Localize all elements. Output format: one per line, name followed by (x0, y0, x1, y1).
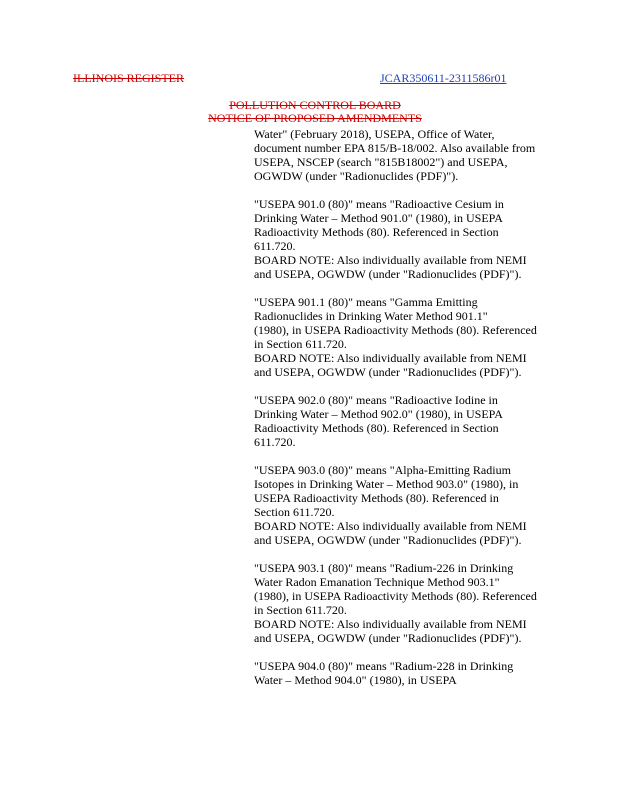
text-line: and USEPA, OGWDW (under "Radionuclides (PDF)"). (254, 267, 522, 281)
definition-paragraph (254, 393, 584, 449)
text-line: document number EPA 815/B-18/002. Also available from (254, 141, 536, 155)
text-line: BOARD NOTE: Also individually available from NEMI (254, 351, 527, 365)
text-line: Radioactivity Methods (80). Referenced in Section (254, 225, 499, 239)
definition-paragraph (254, 197, 584, 281)
definition-paragraph (254, 295, 584, 379)
text-line: (1980), in USEPA Radioactivity Methods (80). Referenced (254, 323, 537, 337)
text-line: "USEPA 901.1 (80)" means "Gamma Emitting (254, 295, 478, 309)
text-line: in Section 611.720. (254, 603, 347, 617)
document-body (254, 127, 584, 701)
text-line: BOARD NOTE: Also individually available from NEMI (254, 519, 527, 533)
text-line: Isotopes in Drinking Water – Method 903.0" (1980), in (254, 477, 519, 491)
section-title-notice: NOTICE OF PROPOSED AMENDMENTS (208, 111, 422, 125)
text-line: Section 611.720. (254, 505, 335, 519)
text-line: Radionuclides in Drinking Water Method 901.1" (254, 309, 488, 323)
text-line: "USEPA 903.0 (80)" means "Alpha-Emitting Radium (254, 463, 511, 477)
text-line: "USEPA 903.1 (80)" means "Radium-226 in Drinking (254, 561, 514, 575)
definition-paragraph (254, 127, 584, 183)
text-line: USEPA, NSCEP (search "815B18002") and USEPA, (254, 155, 508, 169)
text-line: Radioactivity Methods (80). Referenced in Section (254, 421, 499, 435)
text-line: Drinking Water – Method 902.0" (1980), in USEPA (254, 407, 503, 421)
text-line: Water Radon Emanation Technique Method 903.1" (254, 575, 500, 589)
text-line: USEPA Radioactivity Methods (80). Referenced in (254, 491, 499, 505)
text-line: 611.720. (254, 435, 296, 449)
text-line: BOARD NOTE: Also individually available from NEMI (254, 617, 527, 631)
text-line: 611.720. (254, 239, 296, 253)
definition-paragraph (254, 561, 584, 645)
text-line: Water" (February 2018), USEPA, Office of Water, (254, 127, 495, 141)
text-line: BOARD NOTE: Also individually available from NEMI (254, 253, 527, 267)
text-line: Drinking Water – Method 901.0" (1980), in USEPA (254, 211, 503, 225)
section-title-board: POLLUTION CONTROL BOARD (229, 98, 401, 112)
text-line: OGWDW (under "Radionuclides (PDF)"). (254, 169, 459, 183)
text-line: (1980), in USEPA Radioactivity Methods (80). Referenced (254, 589, 537, 603)
text-line: and USEPA, OGWDW (under "Radionuclides (PDF)"). (254, 631, 522, 645)
text-line: and USEPA, OGWDW (under "Radionuclides (PDF)"). (254, 533, 522, 547)
definition-paragraph (254, 659, 584, 687)
text-line: and USEPA, OGWDW (under "Radionuclides (PDF)"). (254, 365, 522, 379)
text-line: in Section 611.720. (254, 337, 347, 351)
register-header: ILLINOIS REGISTER (73, 71, 184, 85)
document-id-link[interactable]: JCAR350611-2311586r01 (380, 71, 507, 85)
text-line: "USEPA 901.0 (80)" means "Radioactive Cesium in (254, 197, 504, 211)
text-line: Water – Method 904.0" (1980), in USEPA (254, 673, 457, 687)
definition-paragraph (254, 463, 584, 547)
text-line: "USEPA 904.0 (80)" means "Radium-228 in Drinking (254, 659, 514, 673)
text-line: "USEPA 902.0 (80)" means "Radioactive Iodine in (254, 393, 498, 407)
